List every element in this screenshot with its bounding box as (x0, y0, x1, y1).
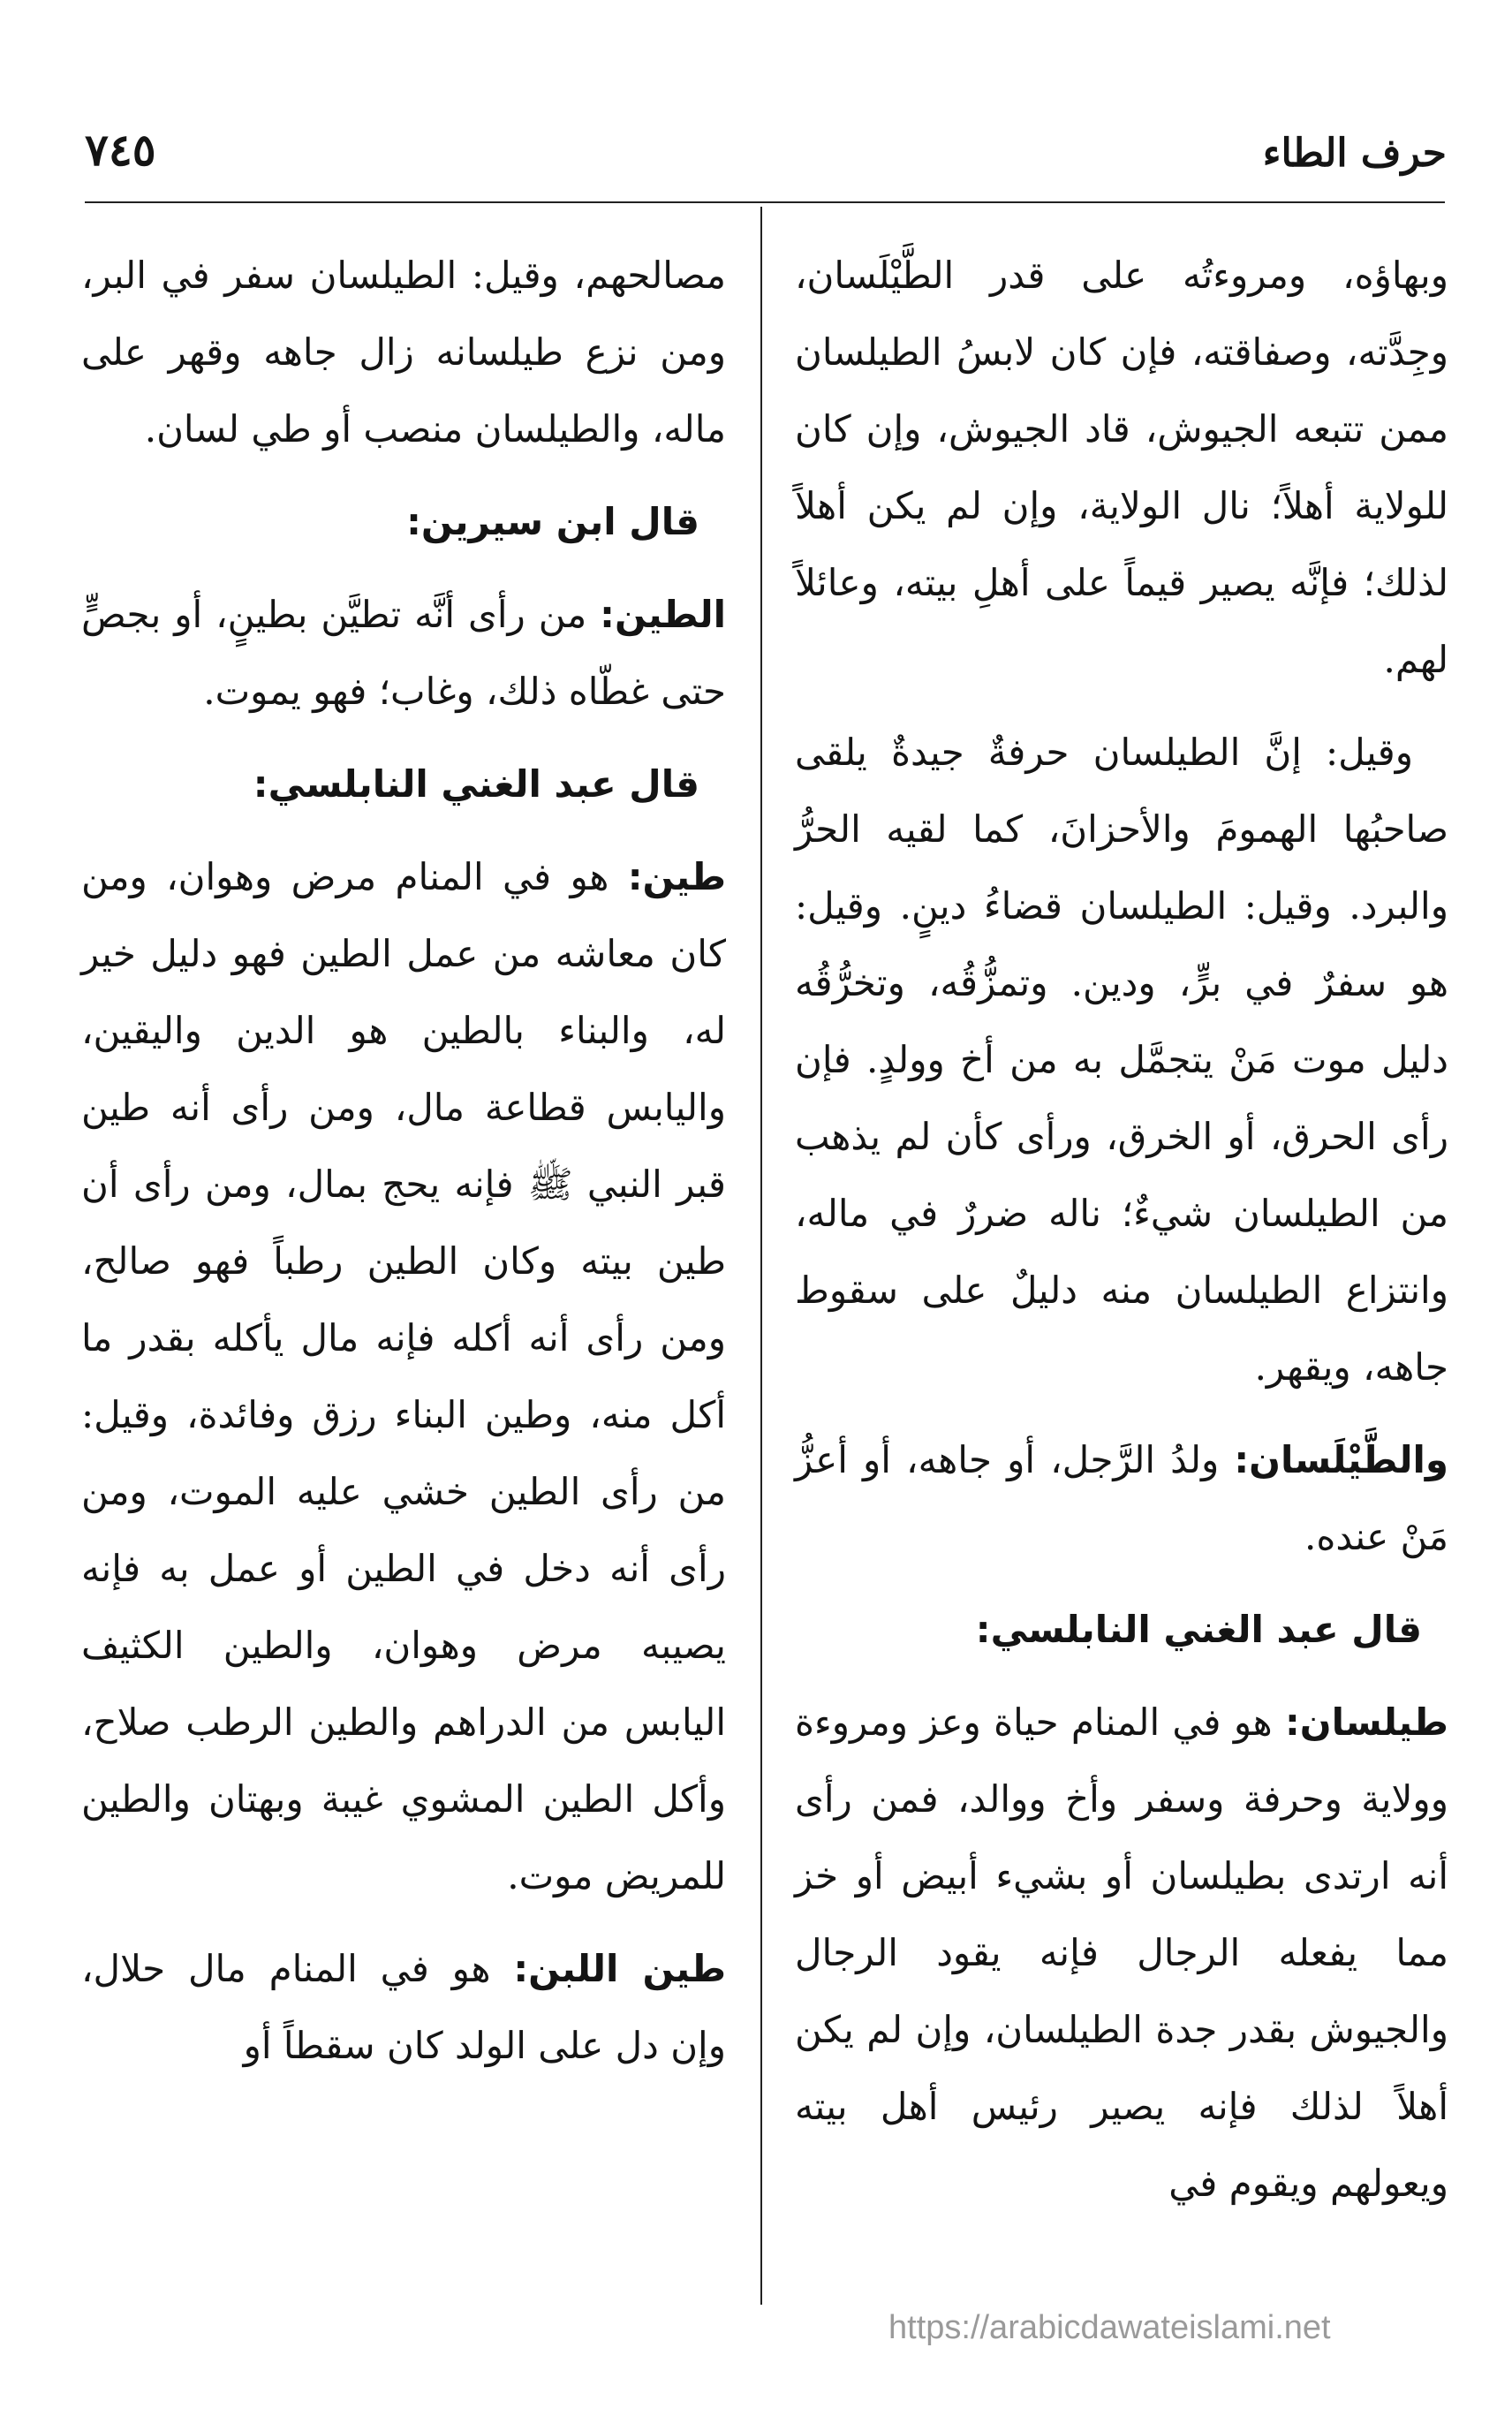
paragraph: وقيل: إنَّ الطيلسان حرفةٌ جيدةٌ يلقى صاحبُها الهمومَ والأحزانَ، كما لقيه الحرُّ والبرد. وقيل: الطيلسان قضاءُ دينٍ. وقيل: هو سفرٌ في برٍّ، ودين. وتمزُّقُه، وتخرُّقُه دليل موت مَنْ يتجمَّل به من أخ وولدٍ. فإن رأى الحرق، أو الخرق، ورأى كأن لم يذهب من الطيلسان شيءٌ؛ ناله ضررٌ في ماله، وانتزاع الطيلسان منه دليلٌ على سقوط جاهه، ويقهر. (795, 731, 1448, 1389)
entry-paragraph (81, 838, 726, 1914)
entry-text: ولدُ الرَّجل، أو جاهه، أو أعزُّ مَنْ عنده. (795, 1438, 1448, 1558)
header-rule (85, 201, 1445, 203)
watermark-url: https://arabicdawateislami.net (888, 2309, 1331, 2346)
entry-text: هو في المنام مرض وهوان، ومن كان معاشه من عمل الطين فهو دليل خير له، والبناء بالطين هو الدين واليقين، واليابس قطاعة مال، ومن رأى أنه طين قبر النبي ﷺ فإنه يحج بمال، ومن رأى أن طين بيته وكان الطين رطباً فهو صالح، ومن رأى أنه أكله فإنه مال يأكله بقدر ما أكل منه، وطين البناء رزق وفائدة، وقيل: من رأى الطين خشي عليه الموت، ومن رأى أنه دخل في الطين أو عمل به فإنه يصيبه مرض وهوان، والطين الكثيف اليابس من الدراهم والطين الرطب صلاح، وأكل الطين المشوي غيبة وبهتان والطين للمريض موت. (81, 855, 726, 1897)
running-title: حرف الطاء (1262, 131, 1447, 176)
entry-text: هو في المنام مال حلال، وإن دل على الولد كان سقطاً أو (81, 1947, 726, 2067)
entry-paragraph (795, 1421, 1448, 1575)
right-column (795, 237, 1448, 2238)
entry-text: من رأى أنَّه تطيَّن بطينٍ، أو بجصٍّ حتى غطّاه ذلك، وغاب؛ فهو يموت. (81, 593, 726, 713)
entry-paragraph (795, 1684, 1448, 2222)
entry-term: طين اللبن: (513, 1947, 727, 1990)
left-column (81, 237, 726, 2100)
page-number: ٧٤٥ (85, 124, 156, 176)
entry-paragraph (81, 576, 726, 730)
section-heading: قال ابن سيرين: (406, 500, 699, 543)
entry-paragraph (81, 1930, 726, 2084)
section-heading: قال عبد الغني النابلسي: (253, 762, 699, 806)
entry-text: هو في المنام حياة وعز ومروءة وولاية وحرفة وسفر وأخ ووالد، فمن رأى أنه ارتدى بطيلسان أو بشيء أبيض أو خز مما يفعله الرجال فإنه يقود الرجال والجيوش بقدر جدة الطيلسان، وإن لم يكن أهلاً لذلك فإنه يصير رئيس أهل بيته ويعولهم ويقوم في (795, 1700, 1448, 2205)
paragraph: مصالحهم، وقيل: الطيلسان سفر في البر، ومن نزع طيلسانه زال جاهه وقهر على ماله، والطيلسان منصب أو طي لسان. (81, 254, 726, 451)
entry-term: والطَّيْلَسان: (1234, 1438, 1448, 1481)
column-divider (760, 207, 762, 2305)
entry-term: طين: (627, 855, 726, 898)
entry-term: طيلسان: (1284, 1700, 1448, 1744)
section-heading: قال عبد الغني النابلسي: (975, 1608, 1422, 1651)
entry-term: الطين: (600, 593, 726, 636)
paragraph: وبهاؤه، ومروءتُه على قدر الطَّيْلَسان، وجِدَّته، وصفاقته، فإن كان لابسُ الطيلسان ممن تتبعه الجيوش، قاد الجيوش، وإن كان للولاية أهلاً؛ نال الولاية، وإن لم يكن أهلاً لذلك؛ فإنَّه يصير قيماً على أهلِ بيته، وعائلاً لهم. (795, 254, 1448, 681)
